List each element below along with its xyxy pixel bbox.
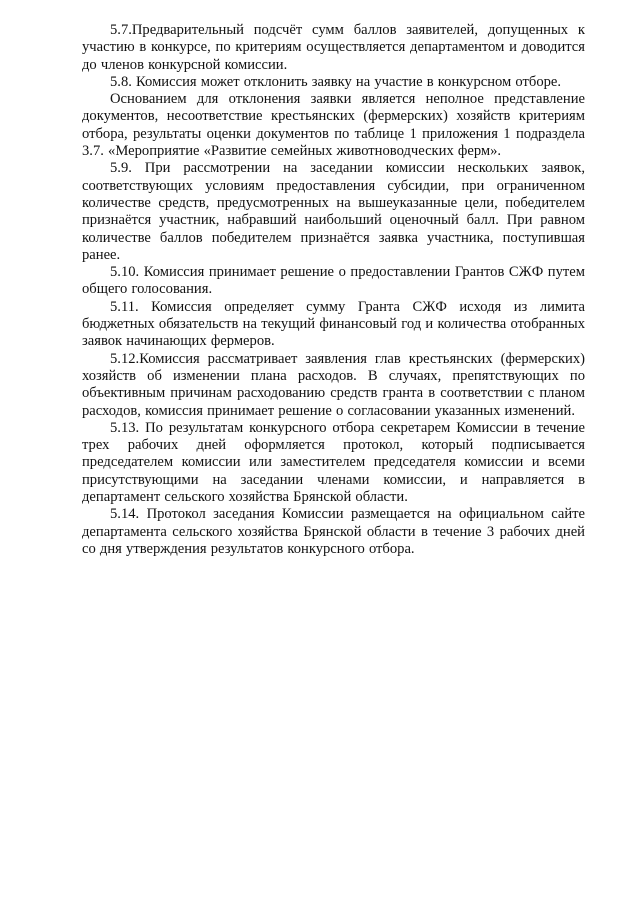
paragraph-5-11: 5.11. Комиссия определяет сумму Гранта СЖФ исходя из лимита бюджетных обязательств на текущий финансовый год и количества отобранных заявок начинающих фермеров.	[82, 298, 585, 350]
paragraph-rejection-grounds: Основанием для отклонения заявки является неполное представление документов, несоответствие крестьянских (фермерских) хозяйств критериям отбора, результаты оценки документов по таблице 1 приложения 1 подраздела 3.7. «Мероприятие «Развитие семейных животноводческих ферм».	[82, 91, 585, 160]
paragraph-5-9: 5.9. При рассмотрении на заседании комиссии нескольких заявок, соответствующих условиям предоставления субсидии, при ограниченном количестве средств, предусмотренных на вышеуказанные цели, победителем признаётся участник, набравший наибольший оценочный балл. При равном количестве баллов победителем признаётся заявка участника, поступившая ранее.	[82, 160, 585, 263]
paragraph-5-10: 5.10. Комиссия принимает решение о предоставлении Грантов СЖФ путем общего голосования.	[82, 264, 585, 298]
paragraph-5-14: 5.14. Протокол заседания Комиссии размещается на официальном сайте департамента сельского хозяйства Брянской области в течение 3 рабочих дней со дня утверждения результатов конкурсного отбора.	[82, 506, 585, 557]
paragraph-5-8: 5.8. Комиссия может отклонить заявку на участие в конкурсном отборе.	[110, 73, 562, 90]
paragraph-5-7: 5.7.Предварительный подсчёт сумм баллов заявителей, допущенных к участию в конкурсе, по критериям осуществляется департаментом и доводится до членов конкурсной комиссии.	[82, 22, 585, 73]
document-page	[82, 22, 585, 558]
paragraph-5-13: 5.13. По результатам конкурсного отбора секретарем Комиссии в течение трех рабочих дней оформляется протокол, который подписывается председателем комиссии или заместителем председателя комиссии и всеми присутствующими на заседании членами комиссии, и направляется в департамент сельского хозяйства Брянской области.	[82, 419, 585, 506]
paragraph-5-12: 5.12.Комиссия рассматривает заявления глав крестьянских (фермерских) хозяйств об изменении плана расходов. В случаях, препятствующих по объективным причинам расходованию средств гранта в соответствии с планом расходов, комиссия принимает решение о согласовании указанных изменений.	[82, 350, 585, 419]
